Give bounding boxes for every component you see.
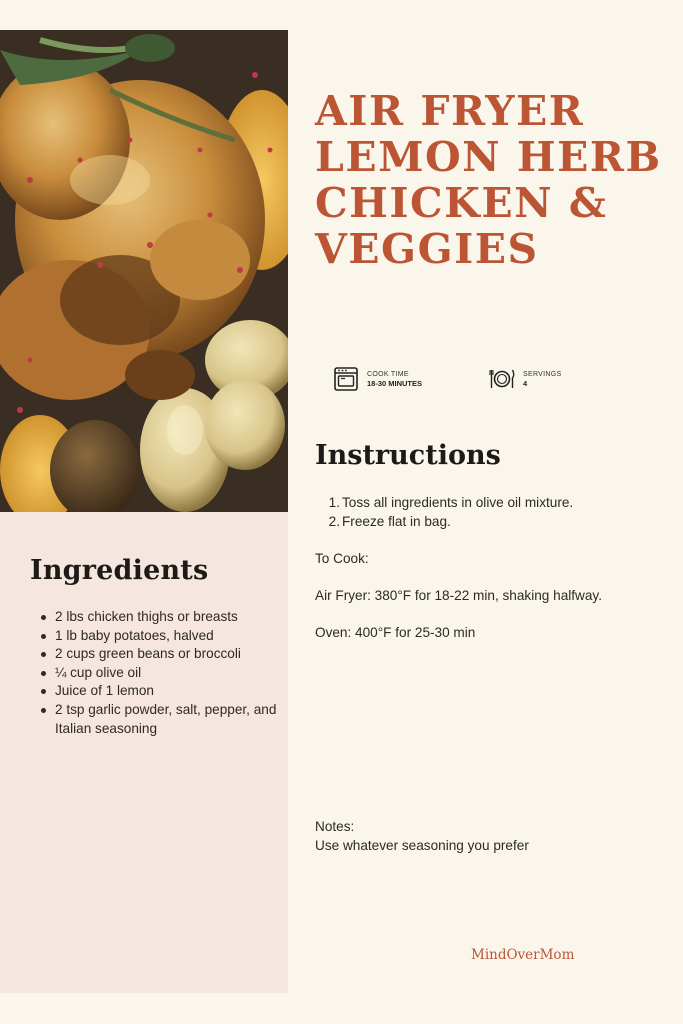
- ingredients-section: [30, 555, 280, 738]
- instructions-heading: Instructions: [315, 440, 501, 471]
- cook-time: [333, 366, 422, 392]
- oven-icon: [333, 366, 359, 392]
- list-item: 2 cups green beans or broccoli: [30, 645, 280, 664]
- step-number: 1.: [328, 495, 340, 510]
- servings: [489, 366, 561, 392]
- chicken-veggies-image: [0, 30, 288, 512]
- recipe-photo: [0, 30, 288, 512]
- list-item: 1 lb baby potatoes, halved: [30, 627, 280, 646]
- brand-name: MindOverMom: [471, 947, 575, 963]
- ingredients-heading: Ingredients: [30, 555, 209, 586]
- step-number: 2.: [328, 514, 340, 529]
- notes-label: Notes:: [315, 819, 355, 834]
- cook-time-value: 18-30 MINUTES: [367, 378, 423, 388]
- step-text: Freeze flat in bag.: [342, 514, 451, 529]
- step-text: Toss all ingredients in olive oil mixture.: [342, 495, 574, 510]
- cook-time-label: COOK TIME: [367, 370, 409, 378]
- instructions-list: [326, 493, 573, 531]
- servings-value: 4: [523, 378, 528, 388]
- list-item: 2 tsp garlic powder, salt, pepper, and Italian seasoning: [30, 701, 280, 738]
- to-cook-label: To Cook:: [315, 551, 369, 566]
- list-item: ¼ cup olive oil: [30, 664, 280, 683]
- servings-label: SERVINGS: [523, 370, 562, 378]
- list-item: Juice of 1 lemon: [30, 682, 280, 701]
- ingredients-list: [30, 608, 280, 738]
- oven-directions: Oven: 400°F for 25-30 min: [315, 625, 476, 640]
- notes-text: Use whatever seasoning you prefer: [315, 838, 529, 853]
- list-item: [326, 493, 573, 512]
- list-item: 2 lbs chicken thighs or breasts: [30, 608, 280, 627]
- list-item: [326, 512, 573, 531]
- recipe-title: AIR FRYER LEMON HERB CHICKEN & VEGGIES: [315, 87, 662, 273]
- plate-cutlery-icon: [489, 366, 515, 392]
- air-fryer-directions: Air Fryer: 380°F for 18-22 min, shaking halfway.: [315, 588, 602, 603]
